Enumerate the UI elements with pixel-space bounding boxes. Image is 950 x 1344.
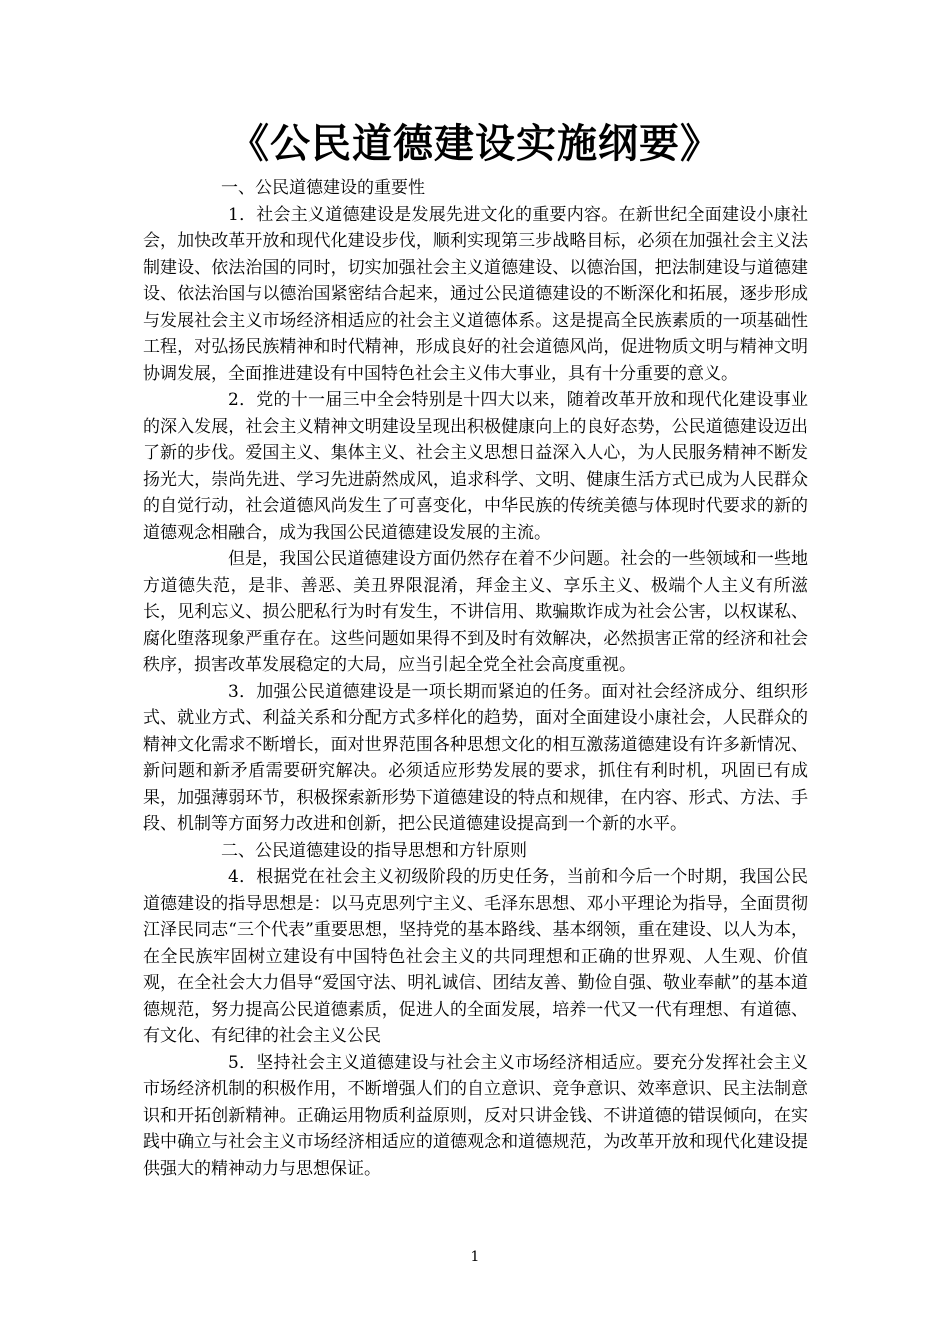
body-paragraph: 1．社会主义道德建设是发展先进文化的重要内容。在新世纪全面建设小康社会，加快改革开放和现代化建设步伐，顺利实现第三步战略目标，必须在加强社会主义法制建设、依法治国的同时，切实加强社会主义道德建设、以德治国，把法制建设与道德建设、依法治国与以德治国紧密结合起来，通过公民道德建设的不断深化和拓展，逐步形成与发展社会主义市场经济相适应的社会主义道德体系。这是提高全民族素质的一项基础性工程，对弘扬民族精神和时代精神，形成良好的社会道德风尚，促进物质文明与精神文明协调发展，全面推进建设有中国特色社会主义伟大事业，具有十分重要的意义。 — [143, 204, 808, 384]
page-number: 1 — [470, 1249, 480, 1265]
body-paragraph: 2．党的十一届三中全会特别是十四大以来，随着改革开放和现代化建设事业的深入发展，社会主义精神文明建设呈现出积极健康向上的良好态势，公民道德建设迈出了新的步伐。爱国主义、集体主义、社会主义思想日益深入人心，为人民服务精神不断发扬光大，崇尚先进、学习先进蔚然成风，追求科学、文明、健康生活方式已成为人民群众的自觉行动，社会道德风尚发生了可喜变化，中华民族的传统美德与体现时代要求的新的道德观念相融合，成为我国公民道德建设发展的主流。 — [143, 390, 808, 543]
body-paragraph: 4．根据党在社会主义初级阶段的历史任务，当前和今后一个时期，我国公民道德建设的指导思想是：以马克思列宁主义、毛泽东思想、邓小平理论为指导，全面贯彻江泽民同志“三个代表”重要思想，坚持党的基本路线、基本纲领，重在建设、以人为本，在全民族牢固树立建设有中国特色社会主义的共同理想和正确的世界观、人生观、价值观，在全社会大力倡导“爱国守法、明礼诚信、团结友善、勤俭自强、敬业奉献”的基本道德规范，努力提高公民道德素质，促进人的全面发展，培养一代又一代有理想、有道德、有文化、有纪律的社会主义公民 — [143, 867, 808, 1046]
section-heading: 一、公民道德建设的重要性 — [221, 178, 425, 198]
body-paragraph: 但是，我国公民道德建设方面仍然存在着不少问题。社会的一些领域和一些地方道德失范，是非、善恶、美丑界限混淆，拜金主义、享乐主义、极端个人主义有所滋长，见利忘义、损公肥私行为时有发生，不讲信用、欺骗欺诈成为社会公害，以权谋私、腐化堕落现象严重存在。这些问题如果得不到及时有效解决，必然损害正常的经济和社会秩序，损害改革发展稳定的大局，应当引起全党全社会高度重视。 — [143, 549, 808, 675]
section-heading: 二、公民道德建设的指导思想和方针原则 — [221, 840, 527, 861]
body-paragraph: 5．坚持社会主义道德建设与社会主义市场经济相适应。要充分发挥社会主义市场经济机制的积极作用，不断增强人们的自立意识、竞争意识、效率意识、民主法制意识和开拓创新精神。正确运用物质利益原则，反对只讲金钱、不讲道德的错误倾向，在实践中确立与社会主义市场经济相适应的道德观念和道德规范，为改革开放和现代化建设提供强大的精神动力与思想保证。 — [143, 1052, 808, 1179]
body-paragraph: 3．加强公民道德建设是一项长期而紧迫的任务。面对社会经济成分、组织形式、就业方式、利益关系和分配方式多样化的趋势，面对全面建设小康社会，人民群众的精神文化需求不断增长，面对世界范围各种思想文化的相互激荡道德建设有许多新情况、新问题和新矛盾需要研究解决。必须适应形势发展的要求，抓住有利时机，巩固已有成果，加强薄弱环节，积极探索新形势下道德建设的特点和规律，在内容、形式、方法、手段、机制等方面努力改进和创新，把公民道德建设提高到一个新的水平。 — [143, 681, 808, 834]
document-body — [143, 175, 808, 1182]
document-title: 《公民道德建设实施纲要》 — [229, 120, 721, 167]
